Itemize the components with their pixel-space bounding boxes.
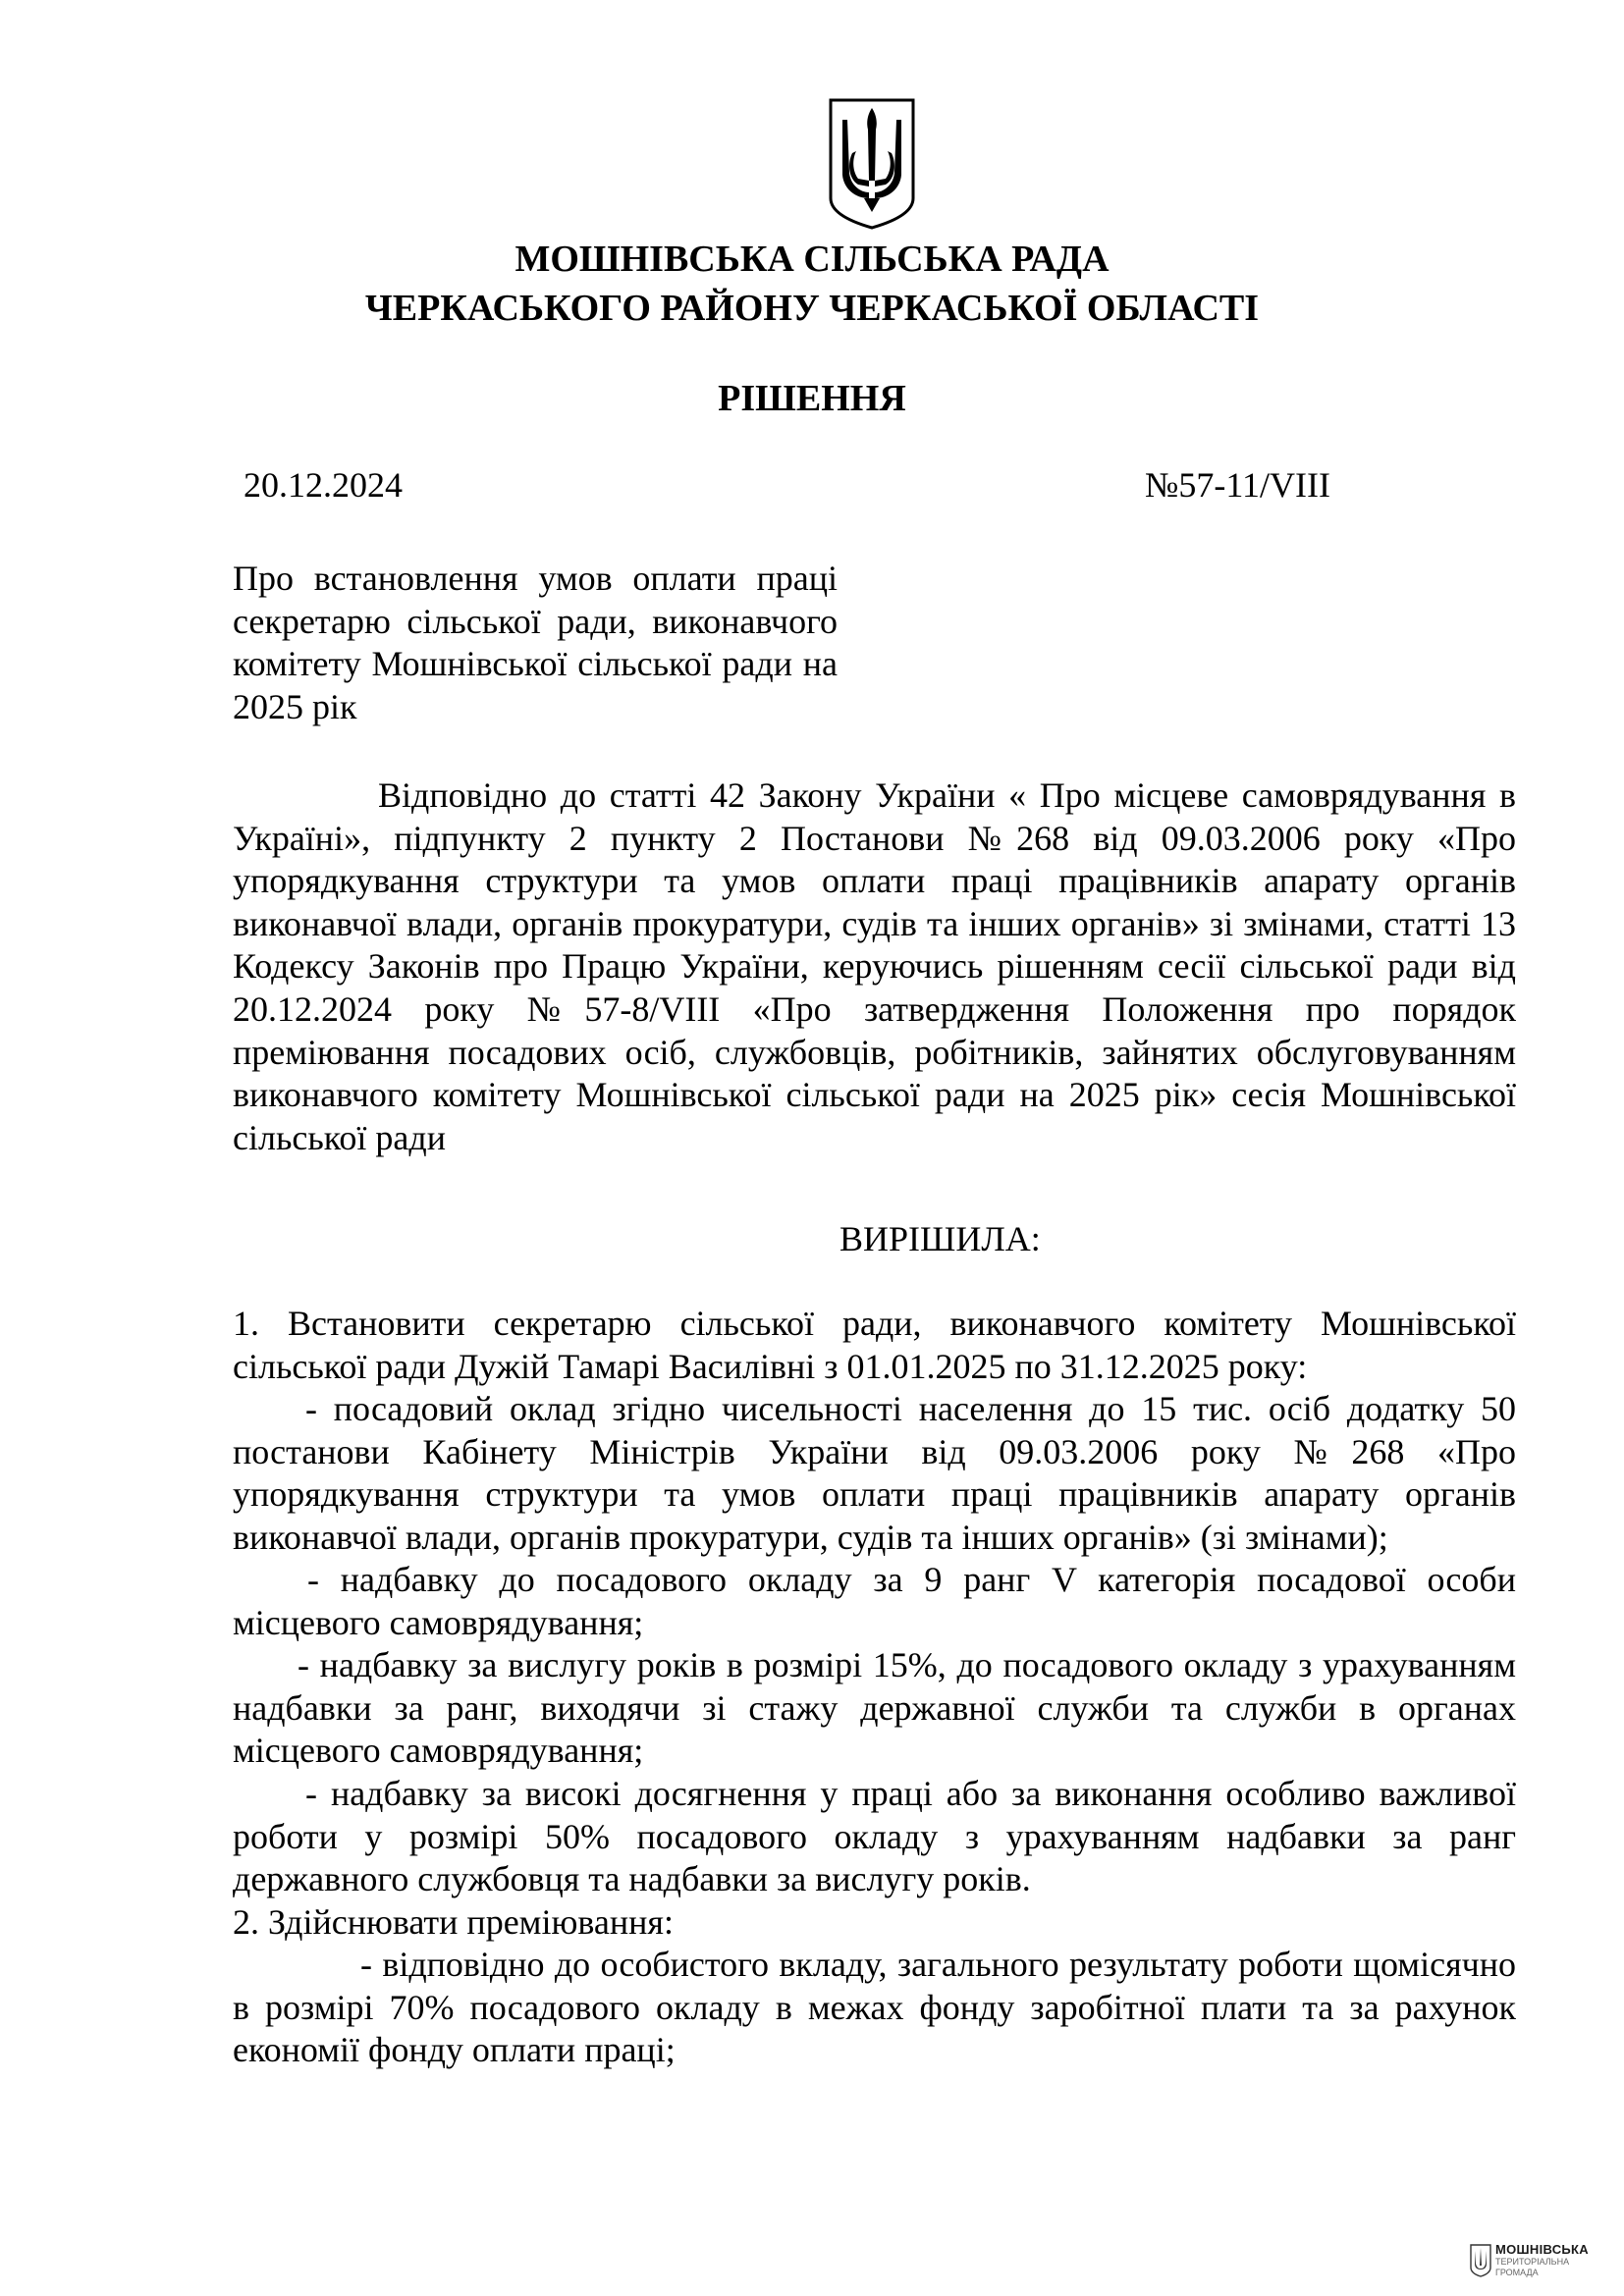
item-1-dash-1: - посадовий оклад згідно чисельності населення до 15 тис. осіб додатку 50 постанови Кабінету Міністрів України від 09.03.2006 року №268 «Про упорядкування структури та умов оплати праці працівників апарату органів виконавчої влади, органів прокуратури, судів та інших органів» (зі змінами); (233, 1389, 1516, 1557)
coat-of-arms-icon (823, 96, 921, 232)
district-name: ЧЕРКАСЬКОГО РАЙОНУ ЧЕРКАСЬКОЇ ОБЛАСТІ (364, 288, 1260, 329)
item-2-dash-1: - відповідно до особистого вкладу, загального результату роботи щомісячно в розмірі 70% посадового окладу в межах фонду заробітної плати та за рахунок економії фонду оплати праці; (233, 1945, 1516, 2070)
logo-line-2: ТЕРИТОРІАЛЬНА (1495, 2257, 1570, 2267)
community-logo-icon (1470, 2244, 1491, 2277)
item-1-dash-2: - надбавку до посадового окладу за 9 ранг V категорія посадової особи місцевого самоврядування; (233, 1560, 1516, 1642)
decision-date: 20.12.2024 (244, 465, 403, 505)
decision-title: Про встановлення умов оплати праці секретарю сільської ради, виконавчого комітету Мошнівської сільської ради на 2025 рік (233, 559, 838, 726)
preamble: Відповідно до статті 42 Закону України « Про місцеве самоврядування в Україні», підпункту 2 пункту 2 Постанови №268 від 09.03.2006 року «Про упорядкування структури та умов оплати праці працівників апарату органів виконавчої влади, органів прокуратури, судів та інших органів» зі змінами, статті 13 Кодексу Законів про Працю України, керуючись рішенням сесії сільської ради від 20.12.2024 року №57-8/VIII «Про затвердження Положення про порядок преміювання посадових осіб, службовців, робітників, зайнятих обслуговуванням виконавчого комітету Мошнівської сільської ради на 2025 рік» сесія Мошнівської сільської ради (233, 775, 1516, 1157)
item-1-dash-3: - надбавку за вислугу років в розмірі 15%, до посадового окладу з урахуванням надбавки за ранг, виходячи зі стажу державної служби та служби в органах місцевого самоврядування; (233, 1645, 1516, 1771)
council-name: МОШНІВСЬКА СІЛЬСЬКА РАДА (514, 239, 1110, 280)
logo-line-3: ГРОМАДА (1495, 2268, 1539, 2277)
item-1-dash-4: - надбавку за високі досягнення у праці або за виконання особливо важливої роботи у розмірі 50% посадового окладу з урахуванням надбавки за ранг державного службовця та надбавки за вислугу років. (233, 1774, 1516, 1899)
decision-number: №57-11/VIII (1145, 465, 1330, 505)
resolved-heading: ВИРІШИЛА: (839, 1219, 1041, 1258)
item-1: 1. Встановити секретарю сільської ради, виконавчого комітету Мошнівської сільської ради Дужій Тамарі Василівні з 01.01.2025 по 31.12.2025 року: (233, 1304, 1516, 1386)
document-type: РІШЕННЯ (718, 378, 906, 419)
item-2: 2. Здійснювати преміювання: (233, 1902, 674, 1942)
community-logo (1470, 2242, 1607, 2283)
logo-line-1: МОШНІВСЬКА (1495, 2242, 1589, 2257)
